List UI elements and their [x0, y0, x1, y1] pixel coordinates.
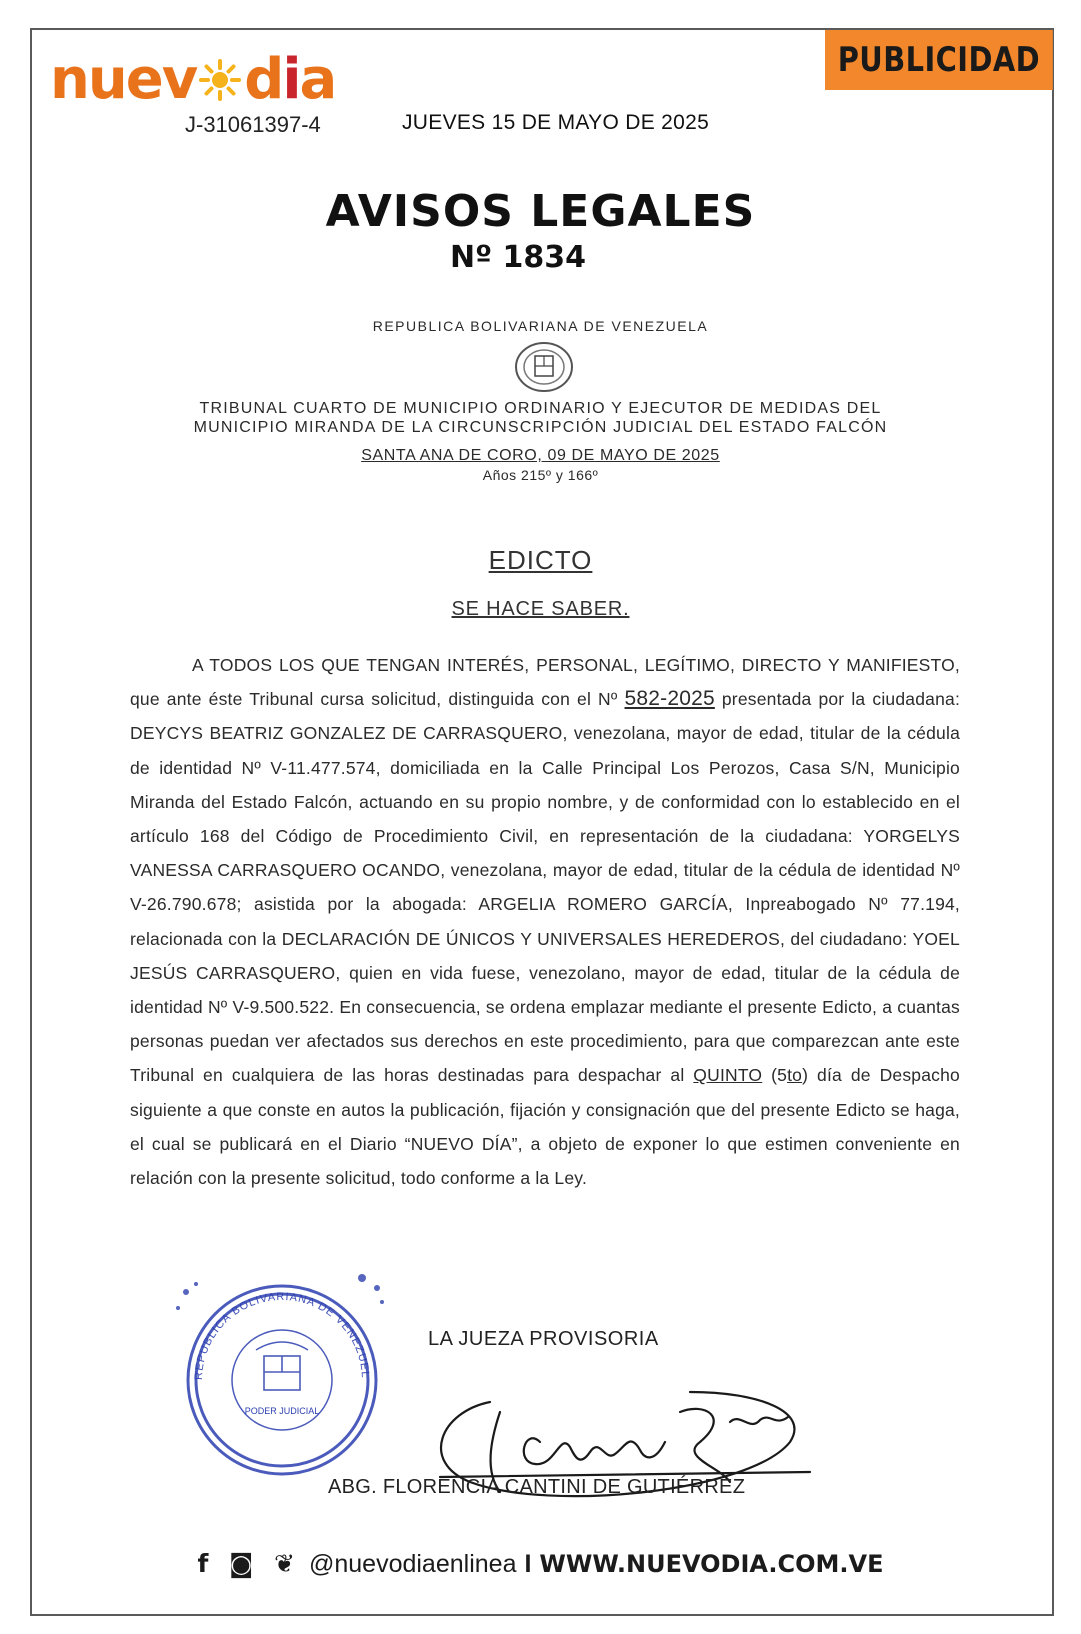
years-line: Años 215º y 166º [482, 467, 599, 483]
notice-number: Nº 1834 [450, 240, 586, 275]
case-number: 582-2025 [624, 687, 715, 711]
coat-of-arms-icon [511, 340, 577, 394]
body-part-1: A TODOS LOS QUE TENGAN INTERÉS, PERSONAL, LEGÍTIMO, DIRECTO Y MANIFIESTO, que ante éste Tribunal cursa solicitud, distinguida con el Nº [130, 655, 960, 710]
place-and-date: SANTA ANA DE CORO, 09 DE MAYO DE 2025 [361, 447, 720, 464]
edict-heading: EDICTO [488, 545, 593, 575]
logo-text-i: i [282, 47, 300, 112]
sun-icon [198, 56, 242, 100]
footer [0, 1549, 1081, 1579]
judge-title: LA JUEZA PROVISORIA [428, 1328, 659, 1350]
body-part-2: presentada por la ciudadana: DEYCYS BEATRIZ GONZALEZ DE CARRASQUERO, venezolana, mayor de edad, titular de la cédula de identidad Nº V-11.477.574, domiciliada en la Calle Principal Los Perozos, Casa S/N, Municipio Miranda del Estado Falcón, actuando en su propio nombre, y de conformidad con lo establecido en el artículo 168 del Código de Procedimiento Civil, en representación de la ciudadana: YORGELYS VANESSA CARRASQUERO OCANDO, venezolana, mayor de edad, titular de la cédula de identidad Nº V-26.790.678; asistida por la abogada: ARGELIA ROMERO GARCÍA, Inpreabogado Nº 77.194, relacionada con la DECLARACIÓN DE ÚNICOS Y UNIVERSALES HEREDEROS, del ciudadano: YOEL JESÚS CARRASQUERO, quien en vida fuese, venezolano, mayor de edad, titular de la cédula de identidad Nº V-9.500.522. En consecuencia, se ordena emplazar mediante el presente Edicto, a cuantas personas puedan ver afectados sus derechos en este procedimiento, para que comparezcan ante este Tribunal en cualquiera de las horas destinadas para despachar al [130, 689, 961, 1086]
tribunal-name-line2: MUNICIPIO MIRANDA DE LA CIRCUNSCRIPCIÓN JUDICIAL DEL ESTADO FALCÓN [193, 419, 888, 436]
tribunal-name-line1: TRIBUNAL CUARTO DE MUNICIPIO ORDINARIO Y EJECUTOR DE MEDIDAS DEL [199, 400, 882, 417]
ordinal-suffix: to [787, 1065, 803, 1086]
court-seal-stamp [172, 1268, 392, 1488]
seal-inner-text: PODER JUDICIAL [244, 1406, 320, 1416]
section-title: AVISOS LEGALES [325, 186, 756, 237]
footer-separator: I [524, 1550, 532, 1578]
social-handle: @nuevodiaenlinea [308, 1550, 517, 1578]
publication-date: JUEVES 15 DE MAYO DE 2025 [402, 111, 710, 134]
logo-text-nuev: nuev [50, 47, 197, 112]
seal-outer-text: REPUBLICA BOLIVARIANA DE VENEZUEL [192, 1290, 372, 1381]
publicidad-tag: PUBLICIDAD [825, 30, 1053, 90]
svg-text:REPUBLICA BOLIVARIANA DE VENEZ [172, 1268, 371, 1380]
logo-text-d: d [244, 47, 283, 112]
body-part-3a: (5 [762, 1065, 788, 1086]
newspaper-logo [50, 47, 336, 112]
edict-body [130, 648, 960, 1195]
signer-name: ABG. FLORENCIA CANTINI DE GUTIÉRREZ [328, 1476, 746, 1498]
website-link[interactable]: WWW.NUEVODIA.COM.VE [539, 1550, 884, 1578]
edict-subheading: SE HACE SABER. [451, 598, 630, 620]
quinto-word: QUINTO [693, 1065, 763, 1086]
tax-id: J-31061397-4 [185, 112, 321, 137]
logo-text-a: a [299, 47, 336, 112]
republic-heading: REPUBLICA BOLIVARIANA DE VENEZUELA [372, 318, 709, 334]
body-part-3b: ) día de Despacho siguiente a que conste en autos la publicación, fijación y consignación que del presente Edicto se haga, el cual se publicará en el Diario “NUEVO DÍA”, a objeto de exponer lo que estimen conveniente en relación con la presente solicitud, todo conforme a la Ley. [130, 1065, 960, 1189]
social-media-icons: f ◙ ❦ [197, 1549, 301, 1578]
